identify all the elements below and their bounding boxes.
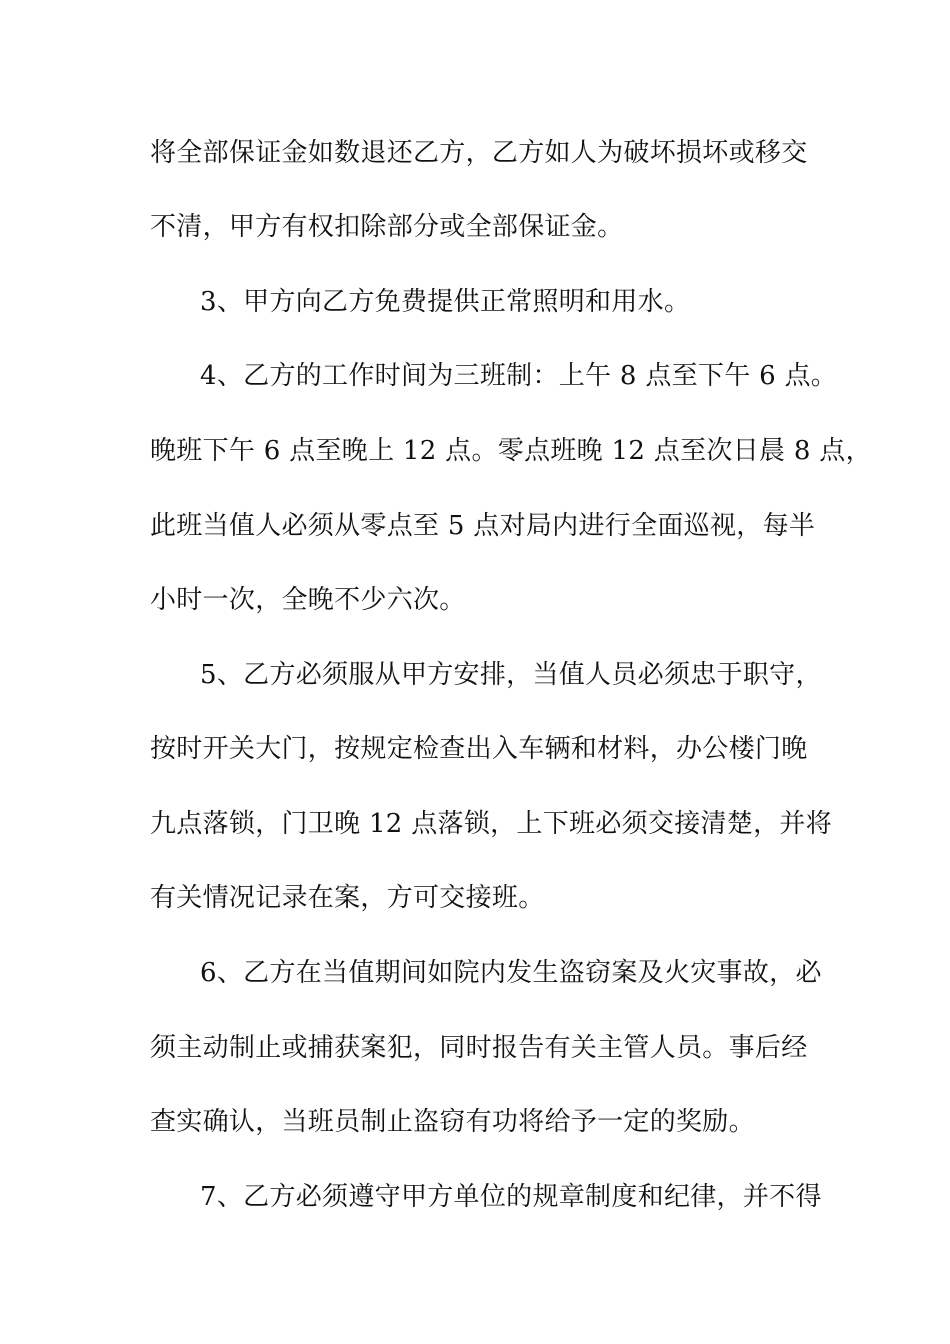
text-line: 不清，甲方有权扣除部分或全部保证金。: [150, 212, 624, 242]
text-line: 此班当值人必须从零点至 5 点对局内进行全面巡视，每半: [150, 511, 816, 541]
text-line: 九点落锁，门卫晚 12 点落锁，上下班必须交接清楚，并将: [150, 809, 833, 839]
text-line: 有关情况记录在案，方可交接班。: [150, 883, 545, 913]
paragraph-6-line: 6、乙方在当值期间如院内发生盗窃案及火灾事故，必: [200, 958, 822, 988]
paragraph-3-line: 3、甲方向乙方免费提供正常照明和用水。: [200, 287, 691, 317]
text-line: 晚班下午 6 点至晚上 12 点。零点班晚 12 点至次日晨 8 点，: [150, 436, 872, 466]
paragraph-4-line: 4、乙方的工作时间为三班制：上午 8 点至下午 6 点。: [200, 361, 838, 391]
text-line: 将全部保证金如数退还乙方，乙方如人为破坏损坏或移交: [150, 138, 808, 168]
text-line: 须主动制止或捕获案犯，同时报告有关主管人员。事后经: [150, 1033, 808, 1063]
paragraph-7-line: 7、乙方必须遵守甲方单位的规章制度和纪律，并不得: [200, 1182, 822, 1212]
text-line: 查实确认，当班员制止盗窃有功将给予一定的奖励。: [150, 1107, 755, 1137]
paragraph-5-line: 5、乙方必须服从甲方安排，当值人员必须忠于职守，: [200, 660, 822, 690]
text-line: 小时一次，全晚不少六次。: [150, 585, 466, 615]
text-line: 按时开关大门，按规定检查出入车辆和材料，办公楼门晚: [150, 734, 808, 764]
